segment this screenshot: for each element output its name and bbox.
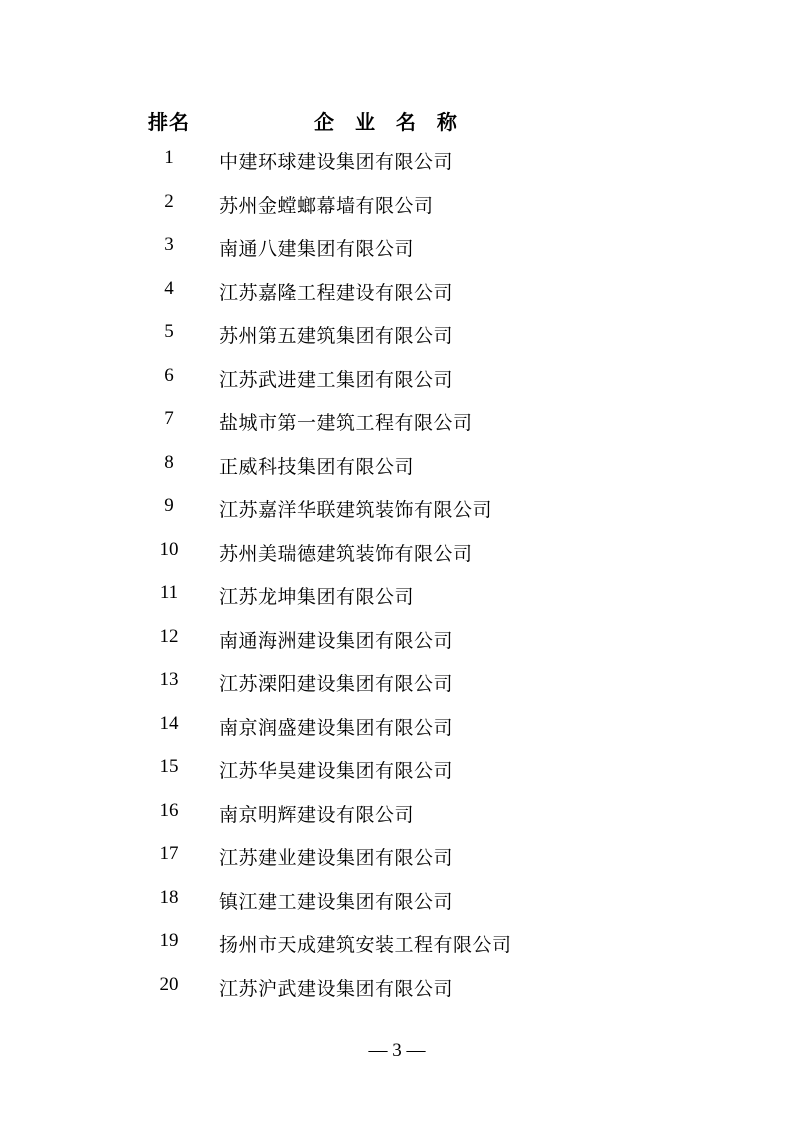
rank-cell: 11 <box>159 582 179 603</box>
company-name-cell: 扬州市天成建筑安装工程有限公司 <box>219 934 512 956</box>
company-name-cell: 江苏武进建工集团有限公司 <box>219 368 454 391</box>
table-row <box>0 661 794 705</box>
company-name-cell: 南京明辉建设有限公司 <box>219 803 415 826</box>
rank-cell: 8 <box>164 451 174 473</box>
company-name-cell: 江苏溧阳建设集团有限公司 <box>219 673 454 695</box>
company-name-cell: 南通八建集团有限公司 <box>219 238 415 260</box>
table-row <box>0 139 794 183</box>
table-row <box>0 270 794 314</box>
table-row <box>0 400 794 444</box>
company-name-cell: 镇江建工建设集团有限公司 <box>219 890 454 913</box>
rank-cell: 12 <box>159 625 179 647</box>
company-name-cell: 江苏建业建设集团有限公司 <box>219 847 454 869</box>
rank-cell: 17 <box>159 843 179 864</box>
table-row <box>0 748 794 792</box>
rank-cell: 14 <box>159 712 179 734</box>
company-name-cell: 苏州美瑞德建筑装饰有限公司 <box>219 542 473 565</box>
company-name-cell: 中建环球建设集团有限公司 <box>219 151 454 173</box>
table-row <box>0 531 794 575</box>
company-name-cell: 江苏嘉隆工程建设有限公司 <box>219 281 454 304</box>
rank-cell: 5 <box>164 321 174 342</box>
table-header <box>0 102 794 134</box>
rank-cell: 18 <box>159 886 179 908</box>
table-row <box>0 879 794 923</box>
rank-cell: 2 <box>164 190 174 212</box>
rank-cell: 7 <box>164 408 174 429</box>
table-row <box>0 487 794 531</box>
rank-cell: 13 <box>159 669 179 690</box>
table-row <box>0 792 794 836</box>
company-name-cell: 苏州第五建筑集团有限公司 <box>219 325 454 347</box>
company-name-cell: 江苏嘉洋华联建筑装饰有限公司 <box>219 499 493 521</box>
company-name-column-header: 企 业 名 称 <box>314 110 464 134</box>
rank-cell: 15 <box>159 756 179 777</box>
table-row <box>0 357 794 401</box>
rank-cell: 1 <box>164 147 174 168</box>
page-number: — 3 — <box>368 1040 426 1061</box>
company-name-cell: 南京润盛建设集团有限公司 <box>219 716 454 739</box>
table-row <box>0 444 794 488</box>
table-row <box>0 835 794 879</box>
rank-cell: 3 <box>164 234 174 255</box>
company-name-cell: 正威科技集团有限公司 <box>219 455 415 478</box>
company-name-cell: 苏州金螳螂幕墙有限公司 <box>219 194 434 217</box>
table-row <box>0 966 794 1010</box>
rank-cell: 20 <box>159 973 179 995</box>
rank-cell: 6 <box>164 364 174 386</box>
rank-cell: 19 <box>159 930 179 951</box>
table-row <box>0 922 794 966</box>
company-name-cell: 江苏华昊建设集团有限公司 <box>219 760 454 782</box>
table-row <box>0 313 794 357</box>
rank-cell: 16 <box>159 799 179 821</box>
rank-cell: 10 <box>159 538 179 560</box>
rank-column-header: 排名 <box>148 110 190 134</box>
company-name-cell: 南通海洲建设集团有限公司 <box>219 629 454 652</box>
rank-cell: 4 <box>164 277 174 299</box>
ranking-list <box>0 139 794 1009</box>
table-row <box>0 618 794 662</box>
company-name-cell: 江苏龙坤集团有限公司 <box>219 586 415 608</box>
table-row <box>0 183 794 227</box>
table-row <box>0 705 794 749</box>
company-name-cell: 江苏沪武建设集团有限公司 <box>219 977 454 1000</box>
table-row <box>0 226 794 270</box>
rank-cell: 9 <box>164 495 174 516</box>
company-name-cell: 盐城市第一建筑工程有限公司 <box>219 412 473 434</box>
table-row <box>0 574 794 618</box>
